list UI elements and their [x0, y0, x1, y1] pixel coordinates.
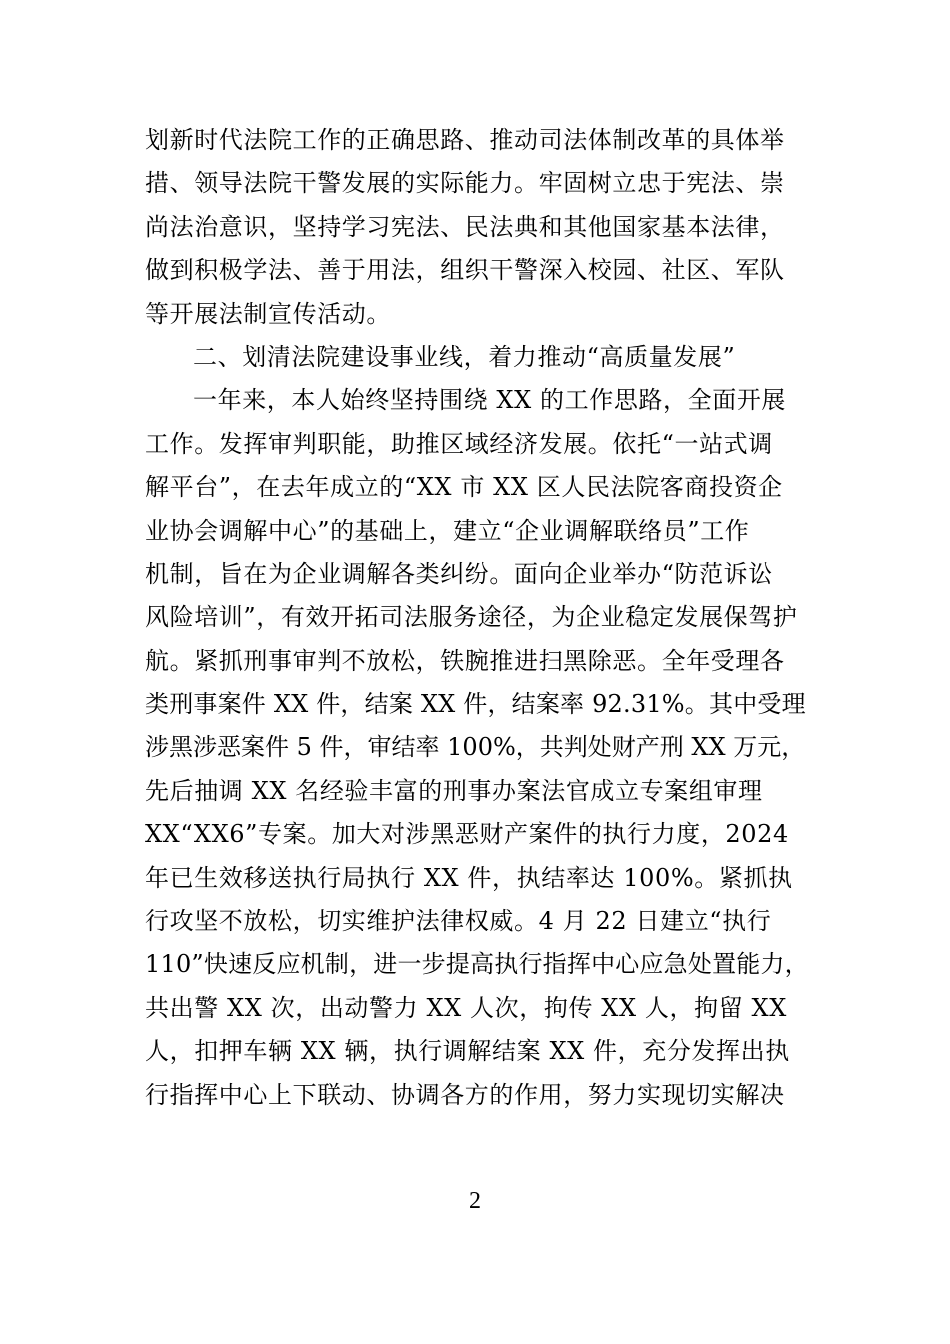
text-line: 划新时代法院工作的正确思路、推动司法体制改革的具体举 [145, 126, 785, 154]
text-line: 业协会调解中心”的基础上，建立“企业调解联络员”工作 [145, 516, 750, 545]
text-line: 人，扣押车辆 XX 辆，执行调解结案 XX 件，充分发挥出执 [145, 1037, 790, 1066]
text-line: 110”快速反应机制，进一步提高执行指挥中心应急处置能力， [145, 950, 809, 979]
text-line: 解平台”，在去年成立的“XX 市 XX 区人民法院客商投资企 [145, 473, 783, 502]
section-heading: 二、划清法院建设事业线，着力推动“高质量发展” [193, 342, 736, 371]
text-line: 共出警 XX 次，出动警力 XX 人次，拘传 XX 人，拘留 XX [145, 993, 787, 1022]
text-line: 措、领导法院干警发展的实际能力。牢固树立忠于宪法、崇 [145, 169, 785, 198]
text-line: 机制，旨在为企业调解各类纠纷。面向企业举办“防范诉讼 [145, 559, 773, 588]
text-line: 等开展法制宣传活动。 [145, 299, 391, 328]
text-line: 风险培训”，有效开拓司法服务途径，为企业稳定发展保驾护 [145, 603, 798, 632]
text-line: 尚法治意识，坚持学习宪法、民法典和其他国家基本法律， [145, 212, 785, 241]
text-line: 先后抽调 XX 名经验丰富的刑事办案法官成立专案组审理 [145, 776, 763, 805]
text-line: 一年来，本人始终坚持围绕 XX 的工作思路，全面开展 [193, 386, 787, 415]
text-line: XX“XX6”专案。加大对涉黑恶财产案件的执行力度，2024 [145, 820, 789, 849]
text-line: 年已生效移送执行局执行 XX 件，执结率达 100%。紧抓执 [145, 863, 793, 892]
text-line: 工作。发挥审判职能，助推区域经济发展。依托“一站式调 [145, 429, 773, 458]
text-line: 涉黑涉恶案件 5 件，审结率 100%，共判处财产刑 XX 万元， [145, 733, 806, 762]
text-line: 行指挥中心上下联动、协调各方的作用，努力实现切实解决 [145, 1080, 785, 1109]
text-line: 类刑事案件 XX 件，结案 XX 件，结案率 92.31%。其中受理 [145, 690, 806, 719]
text-line: 行攻坚不放松，切实维护法律权威。4 月 22 日建立“执行 [145, 907, 772, 936]
body-text [145, 119, 810, 1117]
page-number: 2 [469, 1188, 481, 1214]
text-line: 航。紧抓刑事审判不放松，铁腕推进扫黑除恶。全年受理各 [145, 646, 785, 675]
text-line: 做到积极学法、善于用法，组织干警深入校园、社区、军队 [145, 256, 785, 285]
